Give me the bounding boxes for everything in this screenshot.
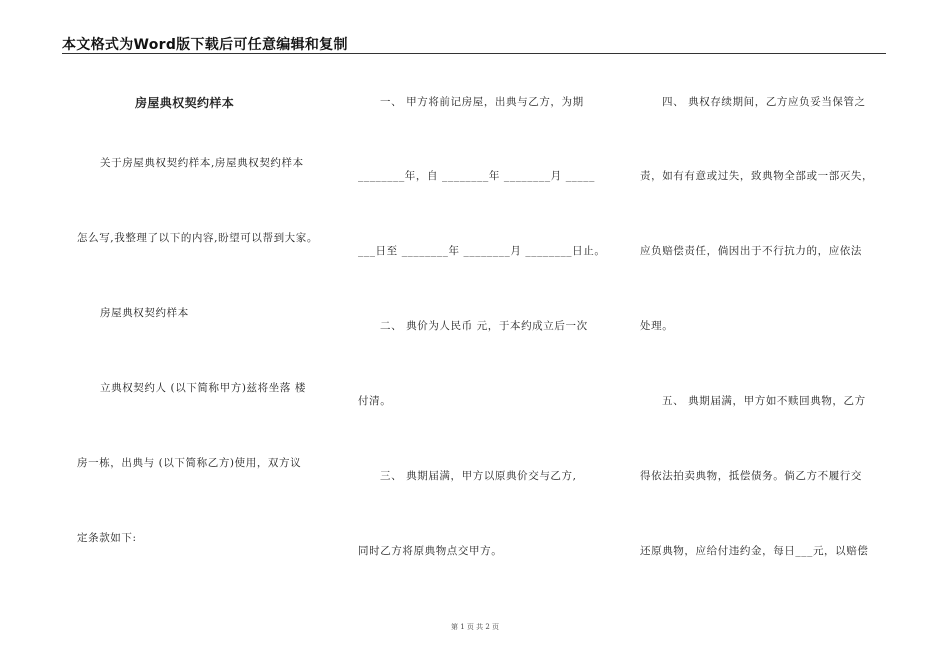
paragraph-line: 处理。 [640,320,674,332]
paragraph-line: 房屋典权契约样本 [100,307,189,319]
paragraph-line: 应负赔偿责任，倘因出于不行抗力的，应依法 [640,245,862,257]
paragraph-line: 二、 典价为人民币 元，于本约成立后一次 [380,320,588,332]
paragraph-line: ___日至 ________年 ________月 ________日止。 [358,245,606,257]
paragraph-line: 立典权契约人 (以下简称甲方)兹将坐落 楼 [100,382,306,394]
paragraph-line: 四、 典权存续期间，乙方应负妥当保管之 [662,96,866,108]
paragraph-line: 三、 典期届满，甲方以原典价交与乙方, [380,470,577,482]
paragraph-line: 一、 甲方将前记房屋，出典与乙方，为期 [380,96,584,108]
paragraph-line: 怎么写,我整理了以下的内容,盼望可以帮到大家。 [77,232,318,244]
document-header: 本文格式为Word版下载后可任意编辑和复制 [62,37,348,53]
header-rule [62,53,886,54]
paragraph-line: 得依法拍卖典物，抵偿债务。倘乙方不履行交 [640,470,862,482]
page-number-footer: 第 1 页 共 2 页 [450,623,500,631]
paragraph-line: ________年，自 ________年 ________月 _____ [358,170,595,182]
paragraph-line: 责，如有有意或过失，致典物全部或一部灭失， [640,170,874,182]
paragraph-line: 关于房屋典权契约样本,房屋典权契约样本 [100,157,304,169]
paragraph-line: 同时乙方将原典物点交甲方。 [358,545,503,557]
paragraph-line: 房一栋，出典与 (以下简称乙方)使用，双方议 [77,457,302,469]
paragraph-line: 还原典物，应给付违约金，每日___元，以赔偿 [640,545,869,557]
paragraph-line: 付清。 [358,395,392,407]
document-title: 房屋典权契约样本 [135,96,235,110]
paragraph-line: 定条款如下: [77,532,137,544]
paragraph-line: 五、 典期届满，甲方如不赎回典物，乙方 [662,395,866,407]
